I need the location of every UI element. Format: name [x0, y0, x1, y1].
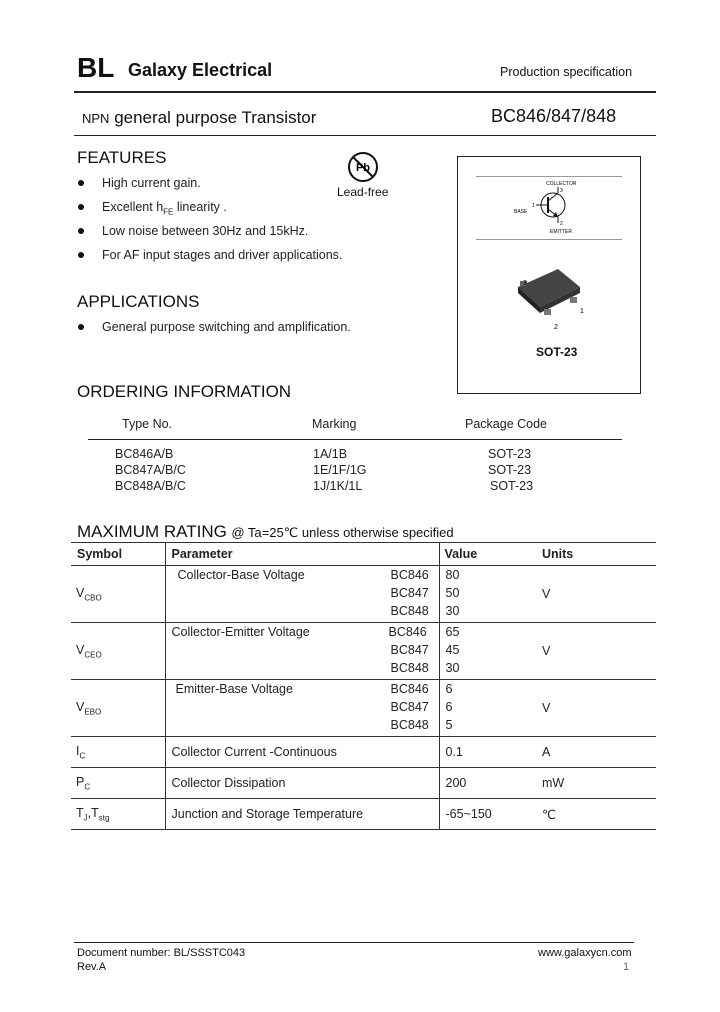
ordering-package: SOT-23 [488, 463, 532, 477]
bullet [78, 228, 84, 234]
ordering-title: ORDERING INFORMATION [77, 382, 292, 401]
table-row [71, 623, 656, 680]
symbol-cell [71, 799, 165, 830]
parameter-cell: Collector Current -Continuous [165, 737, 439, 768]
applications-title: APPLICATIONS [77, 292, 200, 311]
part: BC848 [390, 661, 429, 675]
parameter-cell [165, 680, 439, 737]
symbol: V [76, 699, 85, 714]
document-number: Document number: BL/SSSTC043 [77, 947, 246, 959]
feature-item-sub: FE [163, 207, 174, 217]
ordering-rule [88, 439, 622, 440]
collector-pin: 3 [560, 188, 563, 194]
symbol2-sub: stg [98, 813, 110, 823]
package-name: SOT-23 [536, 345, 578, 359]
ordering-marking: 1E/1F/1G [313, 463, 367, 477]
revision: Rev.A [77, 961, 107, 973]
parameter: Emitter-Base Voltage [175, 682, 293, 696]
symbol-cell [71, 623, 165, 680]
value: 50 [445, 586, 460, 600]
symbol-cell [71, 768, 165, 799]
symbol: T [76, 805, 84, 820]
parameter: Collector-Emitter Voltage [171, 625, 310, 639]
ordering-header-type: Type No. [122, 417, 173, 431]
unit-cell [539, 623, 656, 680]
symbol-sub: EBO [84, 707, 102, 717]
unit: V [542, 587, 551, 601]
parameter-cell: Junction and Storage Temperature [165, 799, 439, 830]
symbol: V [76, 642, 85, 657]
part: BC847 [390, 586, 429, 600]
ordering-header-package: Package Code [465, 417, 548, 431]
value-cell [439, 680, 539, 737]
symbol-sub: C [84, 782, 91, 792]
value: 6 [445, 682, 453, 696]
value-cell: 200 [439, 768, 539, 799]
ordering-type: BC846A/B [115, 447, 174, 461]
logo: BL [77, 52, 115, 83]
collector-label: COLLECTOR [546, 181, 577, 187]
feature-item [102, 200, 227, 217]
feature-item: Low noise between 30Hz and 15kHz. [102, 224, 309, 238]
ordering-marking: 1A/1B [313, 447, 348, 461]
parameter-cell [165, 566, 439, 623]
unit-cell: ℃ [539, 799, 656, 830]
unit: V [542, 644, 551, 658]
header-symbol: Symbol [71, 543, 165, 566]
emitter-pin: 2 [560, 221, 563, 227]
part-number: BC846/847/848 [491, 106, 617, 126]
part: BC846 [390, 568, 429, 582]
symbol: P [76, 774, 85, 789]
table-row [71, 737, 656, 768]
title-rule [74, 135, 656, 136]
bullet [78, 204, 84, 210]
header-units: Units [539, 543, 656, 566]
feature-item-text-end: linearity . [173, 200, 227, 214]
parameter: Collector-Base Voltage [177, 568, 305, 582]
emitter-label: EMITTER [550, 229, 572, 235]
value: 65 [445, 625, 460, 639]
feature-item: For AF input stages and driver applications. [102, 248, 343, 262]
header-rule [74, 91, 656, 93]
lead-free-label: Lead-free [337, 185, 389, 199]
bullet [78, 324, 84, 330]
unit-cell: mW [539, 768, 656, 799]
lead-free-symbol: Pb [355, 162, 371, 174]
bullet [78, 252, 84, 258]
value: 30 [445, 604, 460, 618]
ordering-package: SOT-23 [488, 447, 532, 461]
base-pin: 1 [532, 203, 535, 209]
part: BC846 [388, 625, 427, 639]
page-number: 1 [623, 961, 630, 973]
symbol: V [76, 585, 85, 600]
product-type [82, 108, 316, 128]
package-box [457, 156, 641, 394]
unit-cell: A [539, 737, 656, 768]
value: 6 [445, 700, 453, 714]
part: BC848 [390, 604, 429, 618]
header-parameter: Parameter [165, 543, 439, 566]
lead-free-icon [346, 150, 380, 184]
max-rating-heading: MAXIMUM RATING [77, 522, 227, 541]
product-type-npn: NPN [82, 111, 110, 126]
sot23-package-icon [458, 257, 640, 347]
max-rating-title [77, 522, 454, 542]
part: BC848 [390, 718, 429, 732]
symbol-cell [71, 566, 165, 623]
value-cell [439, 623, 539, 680]
company-name: Galaxy Electrical [128, 60, 273, 80]
value-cell: 0.1 [439, 737, 539, 768]
symbol-sub: C [79, 751, 86, 761]
features-title: FEATURES [77, 148, 167, 167]
ordering-marking: 1J/1K/1L [313, 479, 363, 493]
application-item: General purpose switching and amplification. [102, 320, 351, 334]
value: 80 [445, 568, 460, 582]
unit: V [542, 701, 551, 715]
value: 5 [445, 718, 453, 732]
transistor-symbol-icon [458, 157, 640, 247]
bullet [78, 180, 84, 186]
unit-cell [539, 680, 656, 737]
symbol-sub: CEO [84, 650, 102, 660]
table-row [71, 768, 656, 799]
parameter-cell: Collector Dissipation [165, 768, 439, 799]
symbol-cell [71, 737, 165, 768]
value: 30 [445, 661, 460, 675]
spec-label: Production specification [500, 65, 633, 79]
unit-cell [539, 566, 656, 623]
part: BC846 [390, 682, 429, 696]
value-cell: -65~150 [439, 799, 539, 830]
feature-item: High current gain. [102, 176, 201, 190]
table-row [71, 799, 656, 830]
ordering-type: BC847A/B/C [115, 463, 186, 477]
max-rating-table [71, 542, 656, 830]
footer-rule [74, 942, 634, 943]
symbol-cell [71, 680, 165, 737]
max-rating-subtitle: @ Ta=25℃ unless otherwise specified [231, 525, 454, 540]
part: BC847 [390, 643, 429, 657]
symbol: I [76, 743, 80, 758]
ordering-type: BC848A/B/C [115, 479, 186, 493]
symbol2: ,T [87, 805, 99, 820]
ordering-header-marking: Marking [312, 417, 357, 431]
feature-item-text: Excellent h [102, 200, 164, 214]
ordering-package: SOT-23 [490, 479, 534, 493]
symbol-sub: J [83, 813, 88, 823]
table-row [71, 680, 656, 737]
value-cell [439, 566, 539, 623]
product-type-rest: general purpose Transistor [114, 108, 317, 127]
table-row [71, 566, 656, 623]
website-link[interactable]: www.galaxycn.com [538, 947, 632, 959]
pin3-label: 3 [523, 280, 527, 287]
pin2-label: 2 [554, 324, 558, 331]
header-value: Value [439, 543, 539, 566]
pin1-label: 1 [580, 308, 584, 315]
value: 45 [445, 643, 460, 657]
base-label: BASE [514, 209, 528, 215]
symbol-sub: CBO [84, 593, 102, 603]
table-header-row [71, 543, 656, 566]
part: BC847 [390, 700, 429, 714]
parameter-cell [165, 623, 439, 680]
